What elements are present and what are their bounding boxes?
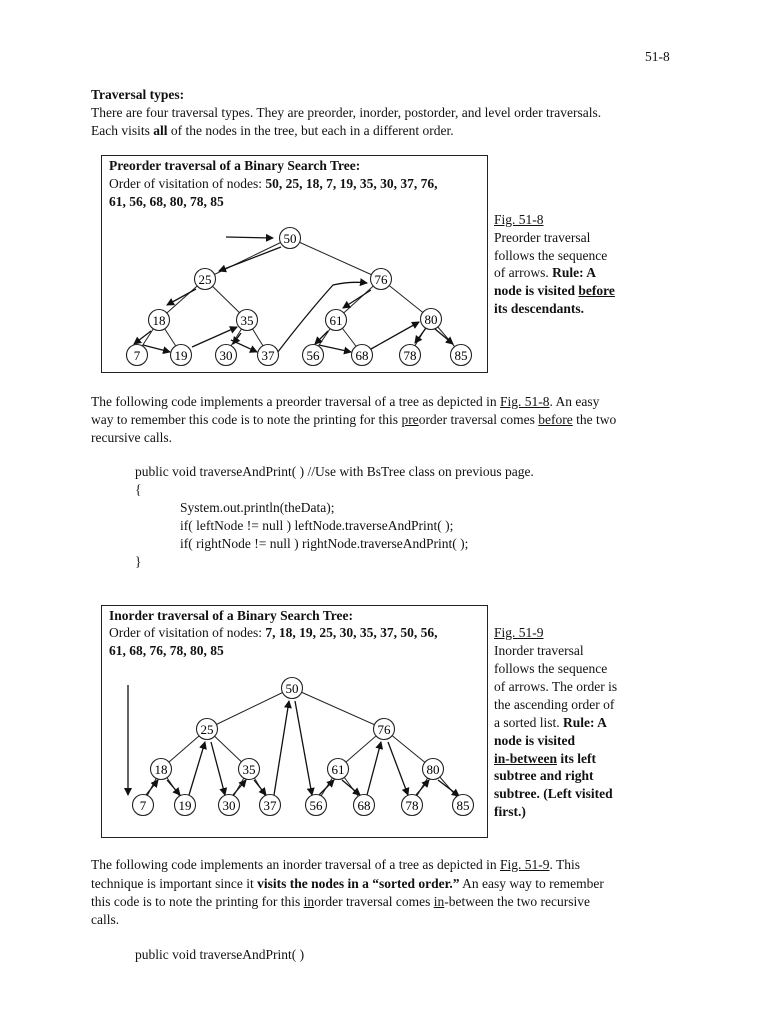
svg-text:35: 35 [240, 313, 254, 328]
preorder-node [171, 345, 192, 366]
fig-51-8-label: Fig. 51-8 [494, 212, 544, 227]
svg-text:35: 35 [242, 762, 256, 777]
svg-text:50: 50 [283, 231, 297, 246]
inorder-para-line-3: this code is to note the printing for this inorder traversal comes in-between the two recursive [91, 894, 591, 909]
svg-text:68: 68 [355, 348, 369, 363]
preorder-node [303, 345, 324, 366]
preorder-node [149, 310, 170, 331]
preorder-title: Preorder traversal of a Binary Search Tree: [109, 158, 361, 173]
inorder-node [328, 759, 349, 780]
svg-text:25: 25 [200, 722, 214, 737]
code2-line: public void traverseAndPrint( ) [135, 947, 305, 962]
preorder-para-line-3: recursive calls. [91, 430, 172, 445]
inorder-node [402, 795, 423, 816]
svg-text:78: 78 [405, 798, 419, 813]
fig2-caption-line: Inorder traversal [494, 643, 584, 658]
preorder-node [326, 310, 347, 331]
code1-line: System.out.println(theData); [180, 500, 335, 515]
preorder-para-line-2: way to remember this code is to note the printing for this preorder traversal comes before the two [91, 412, 617, 427]
svg-text:7: 7 [133, 348, 141, 363]
svg-text:80: 80 [424, 312, 438, 327]
preorder-para-line-1: The following code implements a preorder traversal of a tree as depicted in Fig. 51-8. An easy [91, 394, 600, 409]
inorder-node [374, 719, 395, 740]
svg-text:7: 7 [139, 798, 147, 813]
code1-line: } [135, 554, 142, 569]
inorder-node [219, 795, 240, 816]
inorder-node [423, 759, 444, 780]
preorder-order-line-1: Order of visitation of nodes: 50, 25, 18, 7, 19, 35, 30, 37, 76, [109, 176, 438, 191]
inorder-order-line-2: 61, 68, 76, 78, 80, 85 [109, 643, 224, 658]
preorder-node [258, 345, 279, 366]
svg-text:61: 61 [329, 313, 343, 328]
svg-text:19: 19 [174, 348, 188, 363]
svg-text:19: 19 [178, 798, 192, 813]
preorder-node [195, 269, 216, 290]
inorder-node [260, 795, 281, 816]
inorder-node [239, 759, 260, 780]
intro-line-2: Each visits all of the nodes in the tree, but each in a different order. [91, 123, 454, 138]
svg-text:50: 50 [285, 681, 299, 696]
svg-text:30: 30 [222, 798, 236, 813]
inorder-node [151, 759, 172, 780]
inorder-node [133, 795, 154, 816]
svg-text:76: 76 [377, 722, 391, 737]
preorder-tree-diagram [101, 155, 488, 373]
svg-text:18: 18 [154, 762, 168, 777]
inorder-node [354, 795, 375, 816]
svg-text:56: 56 [309, 798, 323, 813]
svg-text:30: 30 [219, 348, 233, 363]
inorder-node [282, 678, 303, 699]
fig2-caption-line: a sorted list. Rule: A [494, 715, 607, 730]
preorder-node [371, 269, 392, 290]
preorder-node [280, 228, 301, 249]
preorder-node [421, 309, 442, 330]
inorder-node [306, 795, 327, 816]
inorder-node [175, 795, 196, 816]
svg-text:37: 37 [263, 798, 277, 813]
fig-51-9-label: Fig. 51-9 [494, 625, 544, 640]
fig2-caption-line: follows the sequence [494, 661, 608, 676]
preorder-node [352, 345, 373, 366]
intro-line-1: There are four traversal types. They are preorder, inorder, postorder, and level order traversals. [91, 105, 602, 120]
inorder-node [197, 719, 218, 740]
fig2-caption-line: subtree and right [494, 768, 594, 783]
fig1-caption-line: of arrows. Rule: A [494, 265, 596, 280]
preorder-node [237, 310, 258, 331]
svg-text:85: 85 [456, 798, 470, 813]
svg-text:25: 25 [198, 272, 212, 287]
code1-line: if( rightNode != null ) rightNode.traverseAndPrint( ); [180, 536, 469, 551]
code1-line: public void traverseAndPrint( ) //Use with BsTree class on previous page. [135, 464, 534, 479]
inorder-order-line-1: Order of visitation of nodes: 7, 18, 19, 25, 30, 35, 37, 50, 56, [109, 625, 438, 640]
svg-text:85: 85 [454, 348, 468, 363]
preorder-node [216, 345, 237, 366]
preorder-node [451, 345, 472, 366]
svg-text:80: 80 [426, 762, 440, 777]
inorder-title: Inorder traversal of a Binary Search Tree: [109, 608, 353, 623]
fig1-caption-line: node is visited before [494, 283, 615, 298]
fig2-caption-line: node is visited [494, 733, 576, 748]
inorder-para-line-1: The following code implements an inorder traversal of a tree as depicted in Fig. 51-9. This [91, 857, 581, 872]
svg-text:68: 68 [357, 798, 371, 813]
svg-text:18: 18 [152, 313, 166, 328]
section-heading: Traversal types: [91, 87, 185, 102]
svg-text:61: 61 [331, 762, 345, 777]
svg-text:76: 76 [374, 272, 388, 287]
inorder-para-line-4: calls. [91, 912, 120, 927]
inorder-node [453, 795, 474, 816]
inorder-para-line-2: technique is important since it visits the nodes in a “sorted order.” An easy way to remember [91, 876, 604, 891]
fig2-caption-line: subtree. (Left visited [494, 786, 613, 801]
svg-text:56: 56 [306, 348, 320, 363]
code1-line: if( leftNode != null ) leftNode.traverseAndPrint( ); [180, 518, 454, 533]
fig2-caption-line: first.) [494, 804, 526, 819]
preorder-node [127, 345, 148, 366]
preorder-node [400, 345, 421, 366]
fig2-caption-line: in-between its left [494, 751, 596, 766]
preorder-order-line-2: 61, 56, 68, 80, 78, 85 [109, 194, 224, 209]
code1-line: { [135, 482, 142, 497]
fig1-caption-line: follows the sequence [494, 248, 608, 263]
fig2-caption-line: of arrows. The order is [494, 679, 618, 694]
page-number: 51-8 [645, 49, 670, 64]
svg-text:78: 78 [403, 348, 417, 363]
fig1-caption-line: Preorder traversal [494, 230, 591, 245]
inorder-tree-diagram [101, 605, 488, 838]
fig1-caption-line: its descendants. [494, 301, 585, 316]
fig2-caption-line: the ascending order of [494, 697, 615, 712]
svg-text:37: 37 [261, 348, 275, 363]
